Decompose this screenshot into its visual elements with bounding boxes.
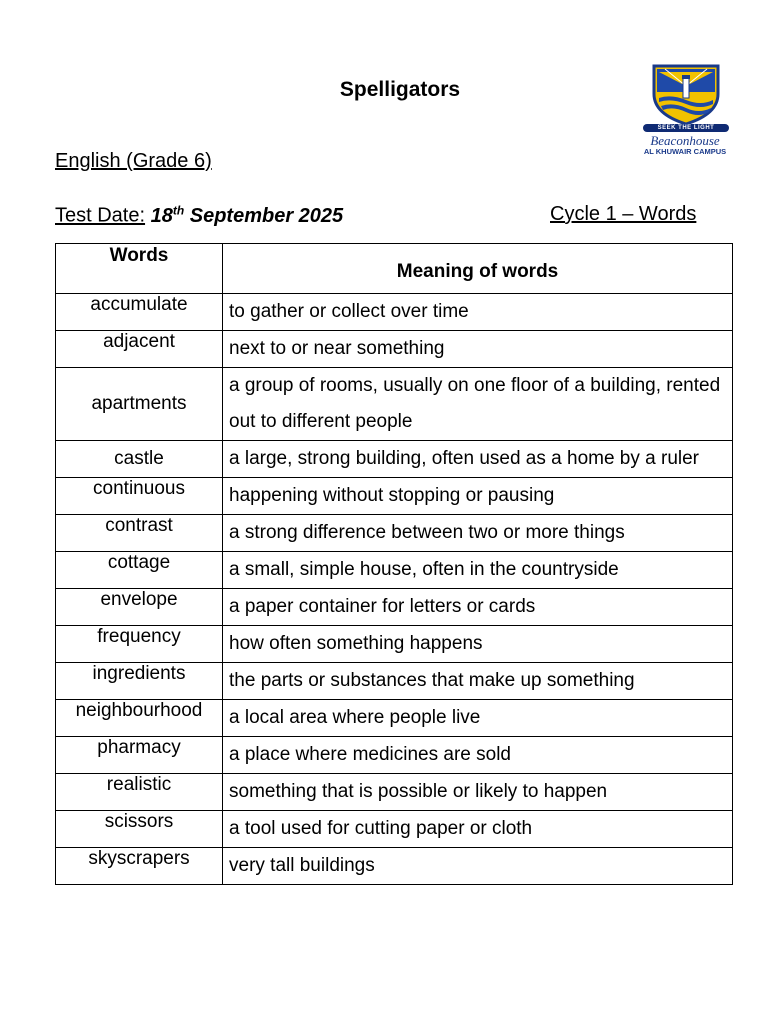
- word-cell: scissors: [56, 811, 223, 848]
- meaning-cell: next to or near something: [223, 331, 733, 368]
- meaning-cell: very tall buildings: [223, 848, 733, 885]
- test-date-day: 18: [150, 204, 173, 227]
- word-cell: accumulate: [56, 294, 223, 331]
- test-date-label: Test Date:: [55, 204, 146, 227]
- word-cell: ingredients: [56, 663, 223, 700]
- cycle-label: Cycle 1 – Words: [550, 203, 697, 225]
- meaning-cell: a paper container for letters or cards: [223, 589, 733, 626]
- table-row: [56, 589, 733, 626]
- meaning-cell: a strong difference between two or more things: [223, 515, 733, 552]
- word-cell: skyscrapers: [56, 848, 223, 885]
- column-header-meaning: Meaning of words: [223, 244, 733, 294]
- test-date-suffix: th: [172, 203, 185, 217]
- table-row: [56, 368, 733, 441]
- logo-school-name: Beaconhouse: [650, 133, 720, 148]
- words-table: [55, 243, 733, 885]
- page-title: Spelligators: [339, 78, 461, 101]
- word-cell: pharmacy: [56, 737, 223, 774]
- meaning-cell: a small, simple house, often in the countryside: [223, 552, 733, 589]
- meaning-cell: a group of rooms, usually on one floor of a building, rented out to different people: [223, 368, 733, 441]
- meaning-cell: something that is possible or likely to happen: [223, 774, 733, 811]
- test-date-rest: September 2025: [184, 204, 344, 227]
- word-cell: cottage: [56, 552, 223, 589]
- word-cell: envelope: [56, 589, 223, 626]
- table-row: [56, 774, 733, 811]
- word-cell: castle: [56, 441, 223, 478]
- word-cell: frequency: [56, 626, 223, 663]
- table-row: [56, 441, 733, 478]
- meaning-cell: happening without stopping or pausing: [223, 478, 733, 515]
- table-row: [56, 331, 733, 368]
- test-date-value: [151, 205, 344, 227]
- logo-campus-name: AL KHUWAIR CAMPUS: [643, 147, 727, 156]
- table-row: [56, 626, 733, 663]
- word-cell: continuous: [56, 478, 223, 515]
- meaning-cell: a place where medicines are sold: [223, 737, 733, 774]
- table-row: [56, 700, 733, 737]
- word-cell: apartments: [56, 368, 223, 441]
- meaning-cell: to gather or collect over time: [223, 294, 733, 331]
- logo-motto: SEEK THE LIGHT: [643, 124, 729, 132]
- meaning-cell: the parts or substances that make up something: [223, 663, 733, 700]
- meaning-cell: a local area where people live: [223, 700, 733, 737]
- table-row: [56, 848, 733, 885]
- meaning-cell: how often something happens: [223, 626, 733, 663]
- meaning-cell: a tool used for cutting paper or cloth: [223, 811, 733, 848]
- column-header-words: Words: [56, 244, 223, 294]
- table-row: [56, 478, 733, 515]
- table-row: [56, 515, 733, 552]
- table-row: [56, 294, 733, 331]
- word-cell: neighbourhood: [56, 700, 223, 737]
- school-logo: [638, 64, 732, 156]
- meaning-cell: a large, strong building, often used as a home by a ruler: [223, 441, 733, 478]
- table-row: [56, 737, 733, 774]
- table-header-row: [56, 244, 733, 294]
- table-row: [56, 811, 733, 848]
- word-cell: adjacent: [56, 331, 223, 368]
- subject-line: English (Grade 6): [55, 150, 212, 172]
- table-row: [56, 552, 733, 589]
- table-body: [56, 294, 733, 885]
- word-cell: contrast: [56, 515, 223, 552]
- crest-icon: [651, 64, 721, 126]
- test-date-line: [55, 203, 343, 228]
- word-cell: realistic: [56, 774, 223, 811]
- table-row: [56, 663, 733, 700]
